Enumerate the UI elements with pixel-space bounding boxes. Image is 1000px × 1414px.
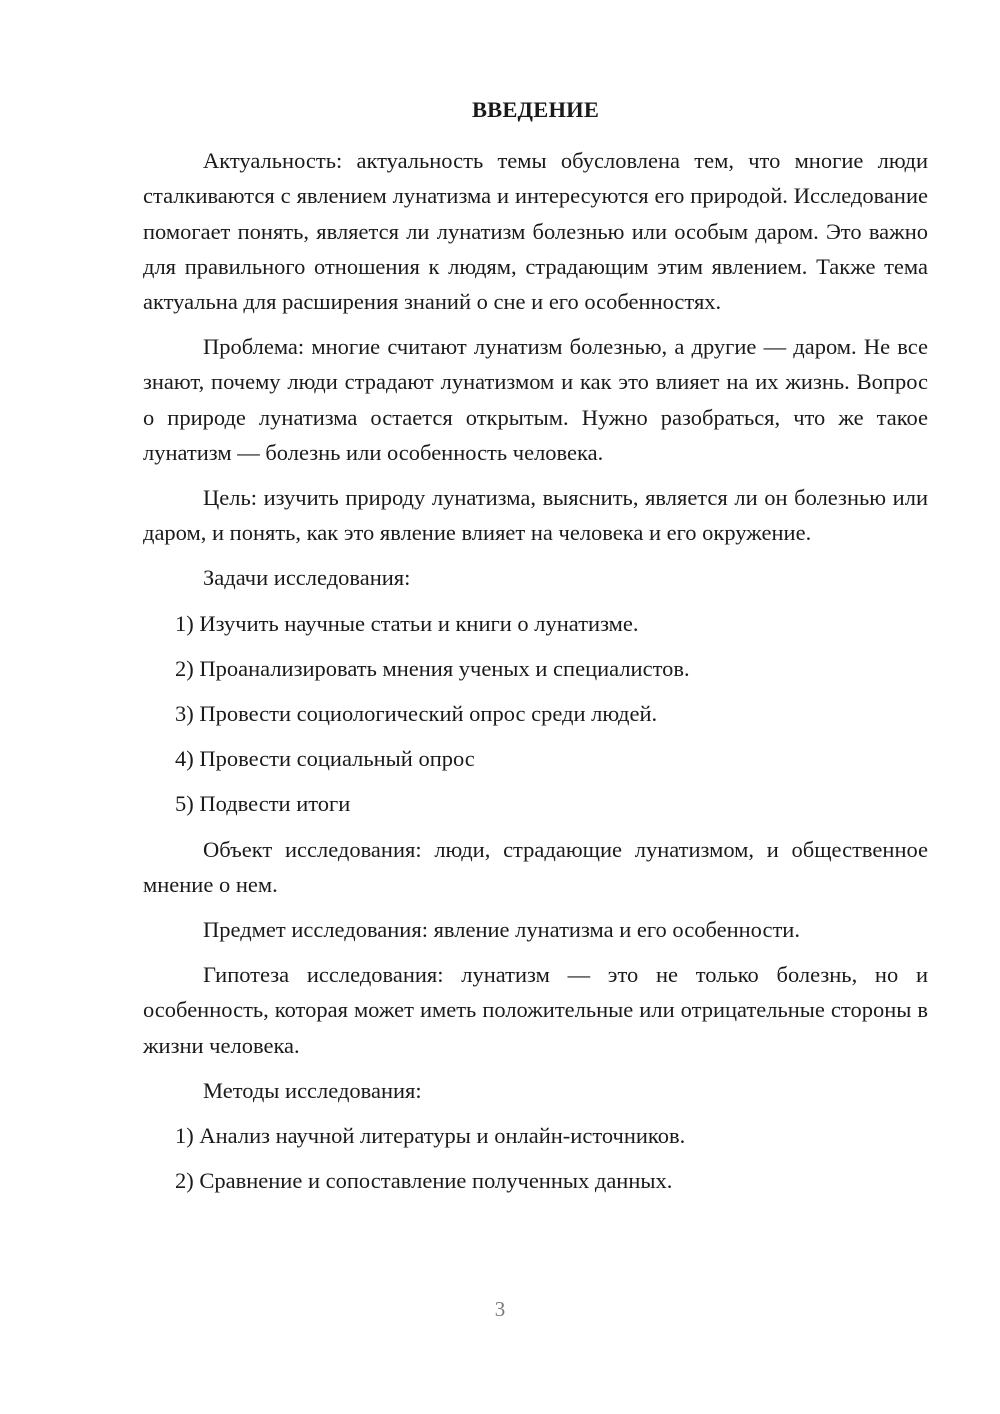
document-page xyxy=(143,92,928,1208)
subject-paragraph: Предмет исследования: явление лунатизма и его особенности. xyxy=(203,917,800,943)
relevance-paragraph: Актуальность: актуальность темы обусловлена тем, что многие люди сталкиваются с явлением лунатизма и интересуются его природой. Исследование помогает понять, является ли лунатизм болезнью или особым даром. Это важно для правильного отношения к людям, страдающим этим явлением. Также тема актуальна для расширения знаний о сне и его особенностях. xyxy=(143,148,928,315)
list-item: 1) Анализ научной литературы и онлайн-источников. xyxy=(175,1123,686,1149)
problem-paragraph: Проблема: многие считают лунатизм болезнью, а другие — даром. Не все знают, почему люди страдают лунатизмом и как это влияет на их жизнь. Вопрос о природе лунатизма остается открытым. Нужно разобраться, что же такое лунатизм — болезнь или особенность человека. xyxy=(143,334,928,465)
list-item: 2) Сравнение и сопоставление полученных данных. xyxy=(175,1168,673,1194)
page-number: 3 xyxy=(494,1297,506,1321)
methods-heading: Методы исследования: xyxy=(203,1077,422,1103)
hypothesis-paragraph: Гипотеза исследования: лунатизм — это не только болезнь, но и особенность, которая может иметь положительные или отрицательные стороны в жизни человека. xyxy=(143,962,928,1058)
section-title: ВВЕДЕНИЕ xyxy=(471,97,600,122)
tasks-heading: Задачи исследования: xyxy=(203,565,411,591)
list-item: 5) Подвести итоги xyxy=(175,791,351,817)
list-item: 3) Провести социологический опрос среди людей. xyxy=(175,701,658,727)
list-item: 2) Проанализировать мнения ученых и специалистов. xyxy=(175,655,690,681)
goal-paragraph: Цель: изучить природу лунатизма, выяснить, является ли он болезнью или даром, и понять, как это явление влияет на человека и его окружение. xyxy=(143,485,928,546)
object-paragraph: Объект исследования: люди, страдающие лунатизмом, и общественное мнение о нем. xyxy=(143,836,928,897)
methods-list xyxy=(143,1118,928,1198)
tasks-list xyxy=(143,606,928,822)
list-item: 1) Изучить научные статьи и книги о лунатизме. xyxy=(175,610,639,636)
list-item: 4) Провести социальный опрос xyxy=(175,746,475,772)
